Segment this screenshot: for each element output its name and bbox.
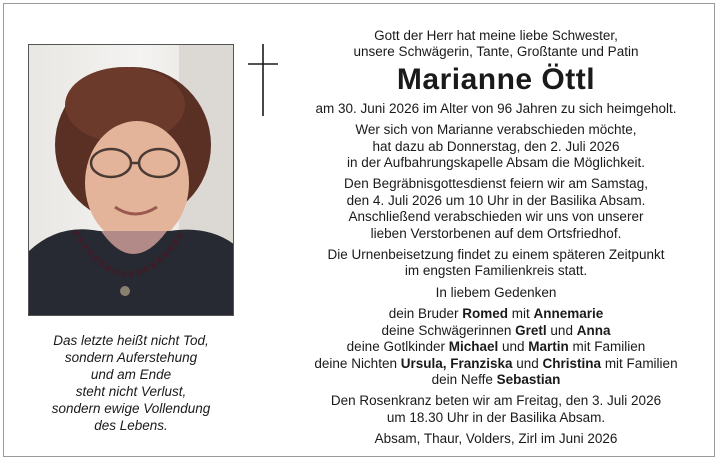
farewell-line: Wer sich von Marianne verabschieden möchte, bbox=[355, 122, 637, 138]
farewell-line: in der Aufbahrungskapelle Absam die Möglichkeit. bbox=[347, 155, 645, 171]
verse-line: steht nicht Verlust, bbox=[75, 384, 187, 399]
mourner-godchildren: deine Gotlkinder Michael und Martin mit Familien bbox=[346, 339, 646, 355]
verse-line: sondern Auferstehung bbox=[64, 350, 198, 365]
obituary-text bbox=[286, 28, 706, 448]
intro-line: unsere Schwägerin, Tante, Großtante und Patin bbox=[353, 44, 639, 60]
verse-line: sondern ewige Vollendung bbox=[51, 401, 211, 416]
memory-heading: In liebem Gedenken bbox=[435, 284, 557, 300]
mourner-brother: dein Bruder Romed mit Annemarie bbox=[388, 306, 604, 322]
service-line: den 4. Juli 2026 um 10 Uhr in der Basilika Absam. bbox=[346, 192, 646, 208]
urn-line: im engsten Familienkreis statt. bbox=[404, 263, 588, 279]
portrait-photo bbox=[28, 44, 234, 316]
mourner-nephew: dein Neffe Sebastian bbox=[431, 371, 561, 387]
farewell-line: hat dazu ab Donnerstag, den 2. Juli 2026 bbox=[372, 138, 620, 154]
mourner-sisters-in-law: deine Schwägerinnen Gretl und Anna bbox=[381, 322, 611, 338]
memorial-verse bbox=[28, 332, 234, 434]
portrait-image bbox=[29, 45, 234, 316]
urn-line: Die Urnenbeisetzung findet zu einem späteren Zeitpunkt bbox=[327, 247, 665, 263]
service-line: Den Begräbnisgottesdienst feiern wir am Samstag, bbox=[344, 176, 648, 192]
cross-icon bbox=[248, 44, 278, 116]
intro-line: Gott der Herr hat meine liebe Schwester, bbox=[374, 28, 618, 43]
service-line: Anschließend verabschieden wir uns von unserer bbox=[348, 209, 644, 225]
deceased-name: Marianne Öttl bbox=[396, 62, 596, 96]
verse-line: Das letzte heißt nicht Tod, bbox=[53, 333, 209, 348]
rosary-line: Den Rosenkranz beten wir am Freitag, den 3. Juli 2026 bbox=[330, 393, 662, 409]
obituary-card bbox=[3, 3, 715, 457]
rosary-line: um 18.30 Uhr in der Basilika Absam. bbox=[386, 409, 606, 425]
verse-line: des Lebens. bbox=[94, 418, 168, 433]
place-date: Absam, Thaur, Volders, Zirl im Juni 2026 bbox=[374, 431, 618, 447]
service-line: lieben Verstorbenen auf dem Ortsfriedhof. bbox=[370, 225, 622, 241]
verse-line: und am Ende bbox=[90, 367, 172, 382]
death-notice: am 30. Juni 2026 im Alter von 96 Jahren zu sich heimgeholt. bbox=[315, 100, 677, 116]
mourner-nieces: deine Nichten Ursula, Franziska und Christina mit Familien bbox=[314, 355, 678, 371]
